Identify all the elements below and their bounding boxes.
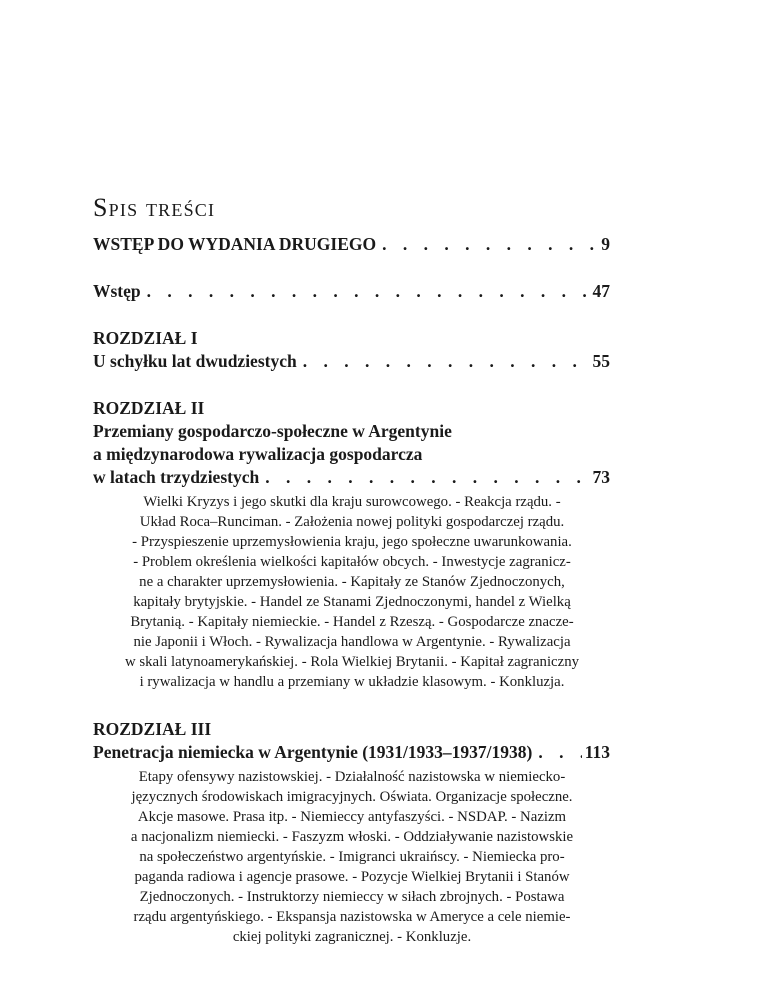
- toc-entry-title: w latach trzydziestych: [93, 467, 260, 487]
- toc-entry-chapter-1[interactable]: [93, 327, 610, 373]
- summary-line: Etapy ofensywy nazistowskiej. - Działalność nazistowska w niemiecko-: [138, 769, 566, 785]
- dot-leader: [538, 741, 581, 764]
- chapter-title-line: a międzynarodowa rywalizacja gospodarcza: [93, 444, 423, 464]
- summary-line: Zjednoczonych. - Instruktorzy niemieccy w siłach zbrojnych. - Postawa: [139, 889, 565, 905]
- summary-line: ckiej polityki zagranicznej. - Konkluzje.: [232, 929, 472, 945]
- toc-entry-title: U schyłku lat dwudziestych: [93, 351, 297, 371]
- chapter-label: ROZDZIAŁ III: [93, 719, 212, 739]
- summary-line: - Przyspieszenie uprzemysłowienia kraju, jego społeczne uwarunkowania.: [132, 534, 572, 550]
- chapter-summary: [107, 767, 597, 947]
- summary-line: a nacjonalizm niemiecki. - Faszyzm włoski. - Oddziaływanie nazistowskie: [130, 829, 574, 845]
- dot-leader: [265, 466, 589, 489]
- summary-line: nie Japonii i Włoch. - Rywalizacja handlowa w Argentynie. - Rywalizacja: [133, 634, 571, 650]
- chapter-label: ROZDZIAŁ II: [93, 398, 205, 418]
- summary-line: Brytanią. - Kapitały niemieckie. - Handel z Rzeszą. - Gospodarcze znacze-: [130, 614, 574, 630]
- summary-line: ne a charakter uprzemysłowienia. - Kapitały ze Stanów Zjednoczonych,: [139, 574, 565, 590]
- summary-line: Układ Roca–Runciman. - Założenia nowej polityki gospodarczej rządu.: [139, 514, 565, 530]
- summary-line: Wielki Kryzys i jego skutki dla kraju surowcowego. - Reakcja rządu. -: [143, 494, 561, 510]
- toc-entry-title: WSTĘP DO WYDANIA DRUGIEGO: [93, 234, 377, 254]
- dot-leader: [303, 350, 590, 373]
- dot-leader: [147, 280, 590, 303]
- summary-line: - Problem określenia wielkości kapitałów obcych. - Inwestycje zagranicz-: [133, 554, 571, 570]
- summary-line: kapitały brytyjskie. - Handel ze Stanami Zjednoczonymi, handel z Wielką: [133, 594, 571, 610]
- toc-entry-preface-second-edition[interactable]: [93, 233, 610, 256]
- toc-page-number: 9: [601, 234, 610, 254]
- toc-page-number: 47: [592, 281, 610, 301]
- toc-entry-title: Penetracja niemiecka w Argentynie (1931/1933–1937/1938): [93, 742, 533, 762]
- chapter-title-line: Przemiany gospodarczo-społeczne w Argentynie: [93, 421, 452, 441]
- page-title: Spis treści: [93, 193, 216, 222]
- table-of-contents: [93, 233, 610, 947]
- summary-line: Akcje masowe. Prasa itp. - Niemieccy antyfaszyści. - NSDAP. - Nazizm: [137, 809, 567, 825]
- dot-leader: [382, 233, 598, 256]
- chapter-summary: [107, 492, 597, 692]
- toc-page-number: 55: [592, 351, 610, 371]
- toc-entry-introduction[interactable]: [93, 280, 610, 303]
- toc-entry-title: Wstęp: [93, 281, 141, 301]
- toc-page-number: 113: [584, 742, 610, 762]
- toc-page-number: 73: [592, 467, 610, 487]
- summary-line: w skali latynoamerykańskiej. - Rola Wielkiej Brytanii. - Kapitał zagraniczny: [125, 654, 579, 670]
- summary-line: paganda radiowa i agencje prasowe. - Pozycje Wielkiej Brytanii i Stanów: [134, 869, 570, 885]
- summary-line: języcznych środowiskach imigracyjnych. Oświata. Organizacje społeczne.: [131, 789, 573, 805]
- toc-entry-chapter-2[interactable]: [93, 397, 610, 692]
- summary-line: na społeczeństwo argentyńskie. - Imigranci ukraińscy. - Niemiecka pro-: [139, 849, 565, 865]
- toc-entry-chapter-3[interactable]: [93, 718, 610, 947]
- chapter-label: ROZDZIAŁ I: [93, 328, 198, 348]
- summary-line: i rywalizacja w handlu a przemiany w układzie klasowym. - Konkluzja.: [139, 674, 565, 690]
- summary-line: rządu argentyńskiego. - Ekspansja nazistowska w Ameryce a cele niemie-: [133, 909, 571, 925]
